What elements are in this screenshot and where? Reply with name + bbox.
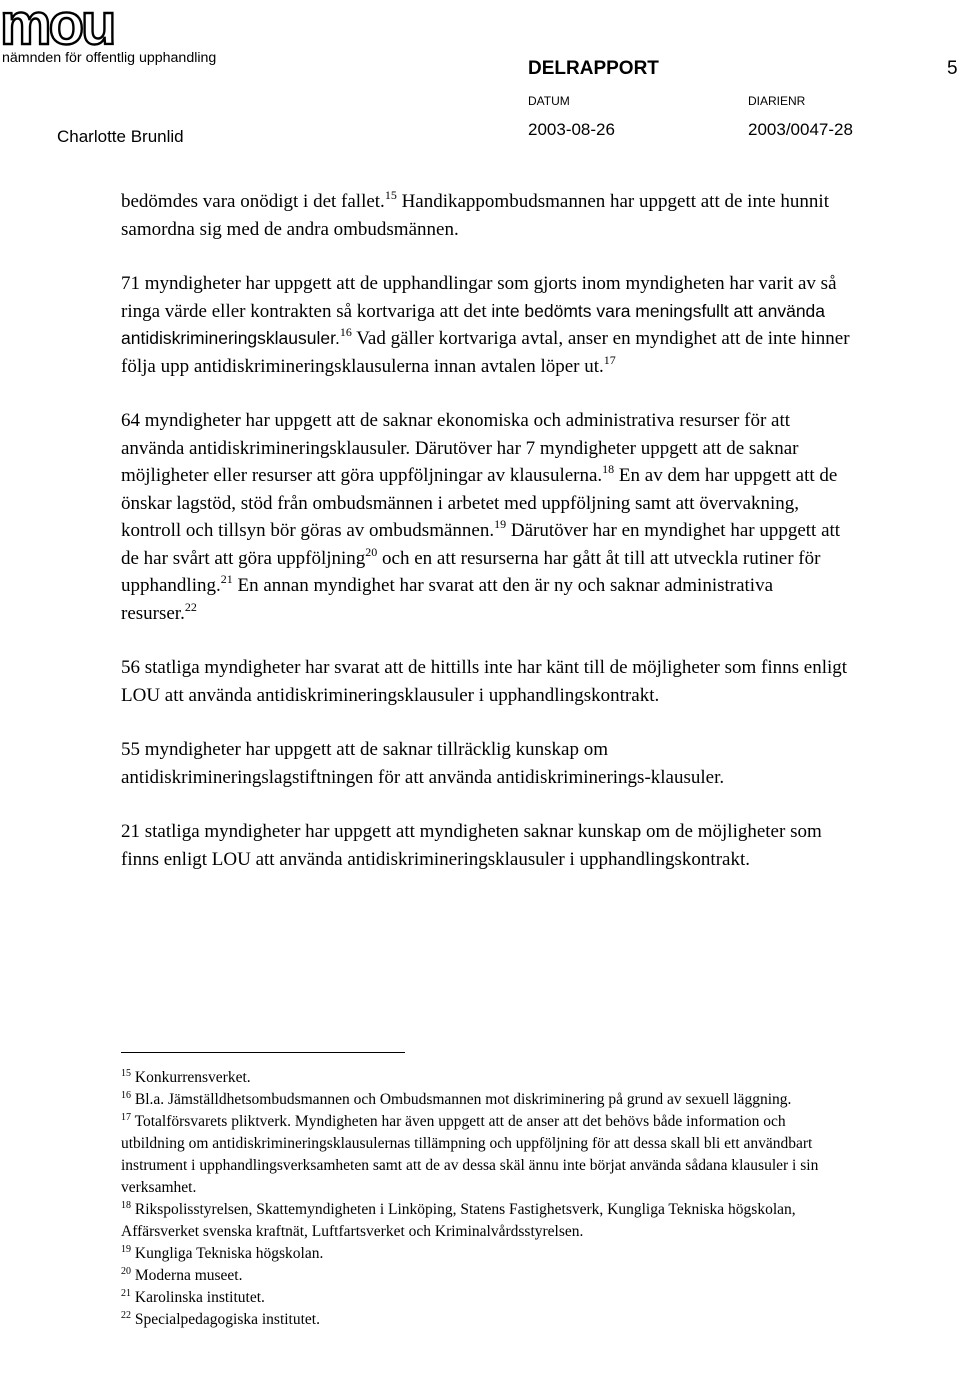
footnotes [121,1067,851,1331]
logo-subtitle: nämnden för offentlig upphandling [2,50,217,66]
footnote-number: 16 [121,1090,131,1101]
paragraph-4: 56 statliga myndigheter har svarat att de hittills inte har känt till de möjligheter som finns enligt LOU att använda antidiskrimineringsklausuler i upphandlingskontrakt. [121,657,848,706]
footnote-16 [121,1089,851,1111]
paragraph-text: Handikappombudsmannen har uppgett att de inte hunnit samordna sig med de andra ombudsmännen. [121,191,829,240]
paragraph-text: En av dem har uppgett att de önskar lagstöd, stöd från ombudsmännen i arbetet med uppföljning samt att övervakning, kontroll och tillsyn bör göras av ombudsmännen. [121,465,838,541]
paragraph-1 [121,188,851,243]
footnote-number: 15 [121,1068,131,1079]
footnote-text: Rikspolisstyrelsen, Skattemyndigheten i Linköping, Statens Fastighetsverk, Kungliga Tekniska högskolan, Affärsverket svenska kraftnät, Luftfartsverket och Kriminalvårdsstyrelsen. [121,1201,796,1240]
footnote-text: Bl.a. Jämställdhetsombudsmannen och Ombudsmannen mot diskriminering på grund av sexuell läggning. [131,1091,792,1108]
paragraph-text: En annan myndighet har svarat att den är ny och saknar administrativa resurser. [121,575,774,624]
document-date: 2003-08-26 [528,120,615,139]
footnote-text: Moderna museet. [131,1267,243,1284]
footnote-18 [121,1199,851,1243]
footnote-17 [121,1111,851,1199]
paragraph-6: 21 statliga myndigheter har uppgett att myndigheten saknar kunskap om de möjligheter som finns enligt LOU att använda antidiskrimineringsklausuler i upphandlingskontrakt. [121,821,822,870]
footnote-text: Karolinska institutet. [131,1289,265,1306]
paragraph-3 [121,407,851,627]
footnote-ref-21: 21 [220,572,233,586]
footnote-ref-16: 16 [339,325,352,339]
diarienr-label: DIARIENR [748,94,806,108]
paragraph-5: 55 myndigheter har uppgett att de saknar tillräcklig kunskap om antidiskrimineringslagstiftningen för att använda antidiskriminerings-klausuler. [121,739,725,788]
footnote-divider [121,1052,405,1053]
footnote-21 [121,1287,851,1309]
footnote-number: 21 [121,1288,131,1299]
footnote-ref-15: 15 [384,188,397,202]
footnote-ref-18: 18 [602,462,615,476]
paragraph-text: bedömdes vara onödigt i det fallet. [121,191,385,212]
paragraph-text-sans: inte bedömts vara meningsfullt att använda antidiskrimineringsklausuler. [121,300,826,348]
footnote-text: Specialpedagogiska institutet. [131,1311,320,1328]
paragraph-text: 71 myndigheter har uppgett att de upphandlingar som gjorts inom myndigheten har varit av så ringa värde eller kontrakten så kortvariga att det [121,273,837,322]
document-body [121,188,851,900]
footnote-19 [121,1243,851,1265]
diarienr-value: 2003/0047-28 [748,120,853,139]
footnote-number: 17 [121,1112,131,1123]
footnote-text: Totalförsvarets pliktverk. Myndigheten har även uppgett att de anser att det behövs både information och utbildning om antidiskrimineringsklausulernas tillämpning och uppföljning för att dessa skall bli ett användbart instrument i upphandlingsverksamheten samt att de av dessa skäl ännu inte börjat använda sådana klausuler i sin verksamhet. [121,1113,819,1196]
footnote-number: 20 [121,1266,131,1277]
paragraph-text: 64 myndigheter har uppgett att de saknar ekonomiska och administrativa resurser för att använda antidiskrimineringsklausuler. Därutöver har 7 myndigheter uppgett att de saknar möjligheter eller resurser att göra uppföljningar av klausulerna. [121,410,799,486]
author-name: Charlotte Brunlid [57,127,184,146]
footnote-text: Konkurrensverket. [131,1069,251,1086]
footnote-text: Kungliga Tekniska högskolan. [131,1245,324,1262]
footnote-22 [121,1309,851,1331]
paragraph-text: Vad gäller kortvariga avtal, anser en myndighet att de inte hinner följa upp antidiskrimineringsklausulerna innan avtalen löper ut. [121,328,850,377]
footnote-number: 18 [121,1200,131,1211]
logo-wordmark: mou [0,0,114,57]
paragraph-text: Därutöver har en myndighet har uppgett att de har svårt att göra uppföljning [121,520,841,569]
footnote-20 [121,1265,851,1287]
footnote-ref-22: 22 [184,599,197,614]
date-label: DATUM [528,94,570,108]
footnote-15 [121,1067,851,1089]
footnote-ref-17: 17 [603,352,616,367]
organization-logo [0,0,240,68]
footnote-number: 19 [121,1244,131,1255]
footnote-number: 22 [121,1310,131,1321]
paragraph-2 [121,270,851,380]
document-type: DELRAPPORT [528,58,659,79]
paragraph-text: och en att resurserna har gått åt till att utveckla rutiner för upphandling. [121,547,821,596]
footnote-ref-19: 19 [494,517,507,531]
footnote-ref-20: 20 [365,544,378,559]
page-number: 5 [947,58,958,79]
